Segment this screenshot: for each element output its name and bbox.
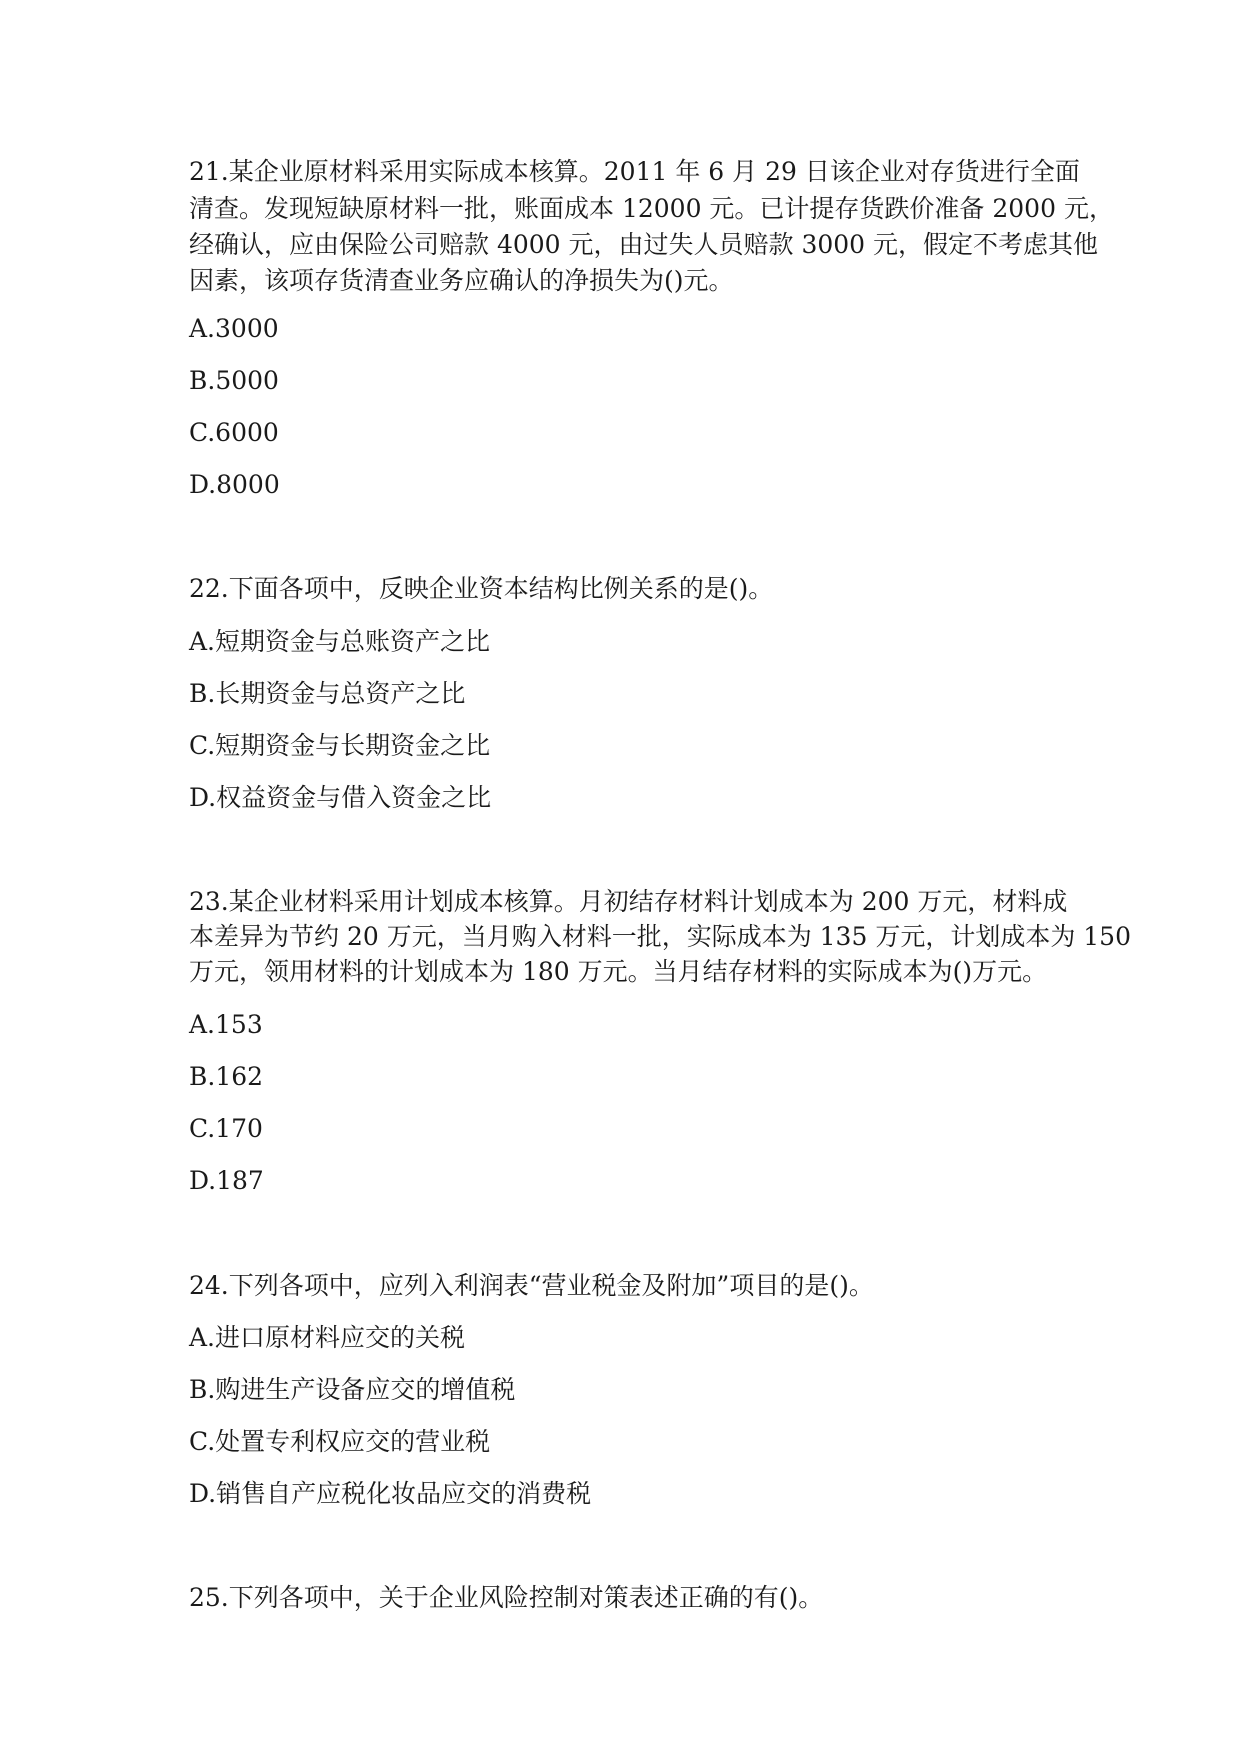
option-c: C.170 [189,1114,263,1143]
option-c: C.短期资金与长期资金之比 [189,731,491,760]
question-text-line: 本差异为节约 20 万元，当月购入材料一批，实际成本为 135 万元，计划成本为 150 [189,922,1131,951]
option-d: D.187 [189,1166,264,1195]
question-text-line: 清查。发现短缺原材料一批，账面成本 12000 元。已计提存货跌价准备 2000 元， [189,194,1114,223]
question-text-line: 21.某企业原材料采用实际成本核算。2011 年 6 月 29 日该企业对存货进行全面 [189,157,1080,186]
question-text-line: 23.某企业材料采用计划成本核算。月初结存材料计划成本为 200 万元，材料成 [189,887,1068,916]
option-d: D.销售自产应税化妆品应交的消费税 [189,1479,592,1508]
question-text-line: 25.下列各项中，关于企业风险控制对策表述正确的有()。 [189,1583,824,1612]
question-text-line: 24.下列各项中，应列入利润表“营业税金及附加”项目的是()。 [189,1271,874,1300]
option-d: D.权益资金与借入资金之比 [189,783,492,812]
option-a: A.3000 [189,314,279,343]
option-b: B.5000 [189,366,279,395]
option-a: A.153 [189,1010,263,1039]
option-b: B.购进生产设备应交的增值税 [189,1375,516,1404]
question-text-line: 万元，领用材料的计划成本为 180 万元。当月结存材料的实际成本为()万元。 [189,957,1048,986]
option-c: C.处置专利权应交的营业税 [189,1427,491,1456]
option-b: B.162 [189,1062,264,1091]
question-text-line: 经确认，应由保险公司赔款 4000 元，由过失人员赔款 3000 元，假定不考虑其他 [189,230,1099,259]
option-d: D.8000 [189,470,280,499]
question-text-line: 22.下面各项中，反映企业资本结构比例关系的是()。 [189,574,774,603]
question-text-line: 因素，该项存货清查业务应确认的净损失为()元。 [189,266,734,295]
option-a: A.短期资金与总账资产之比 [189,627,491,656]
option-b: B.长期资金与总资产之比 [189,679,466,708]
option-c: C.6000 [189,418,279,447]
option-a: A.进口原材料应交的关税 [189,1323,466,1352]
